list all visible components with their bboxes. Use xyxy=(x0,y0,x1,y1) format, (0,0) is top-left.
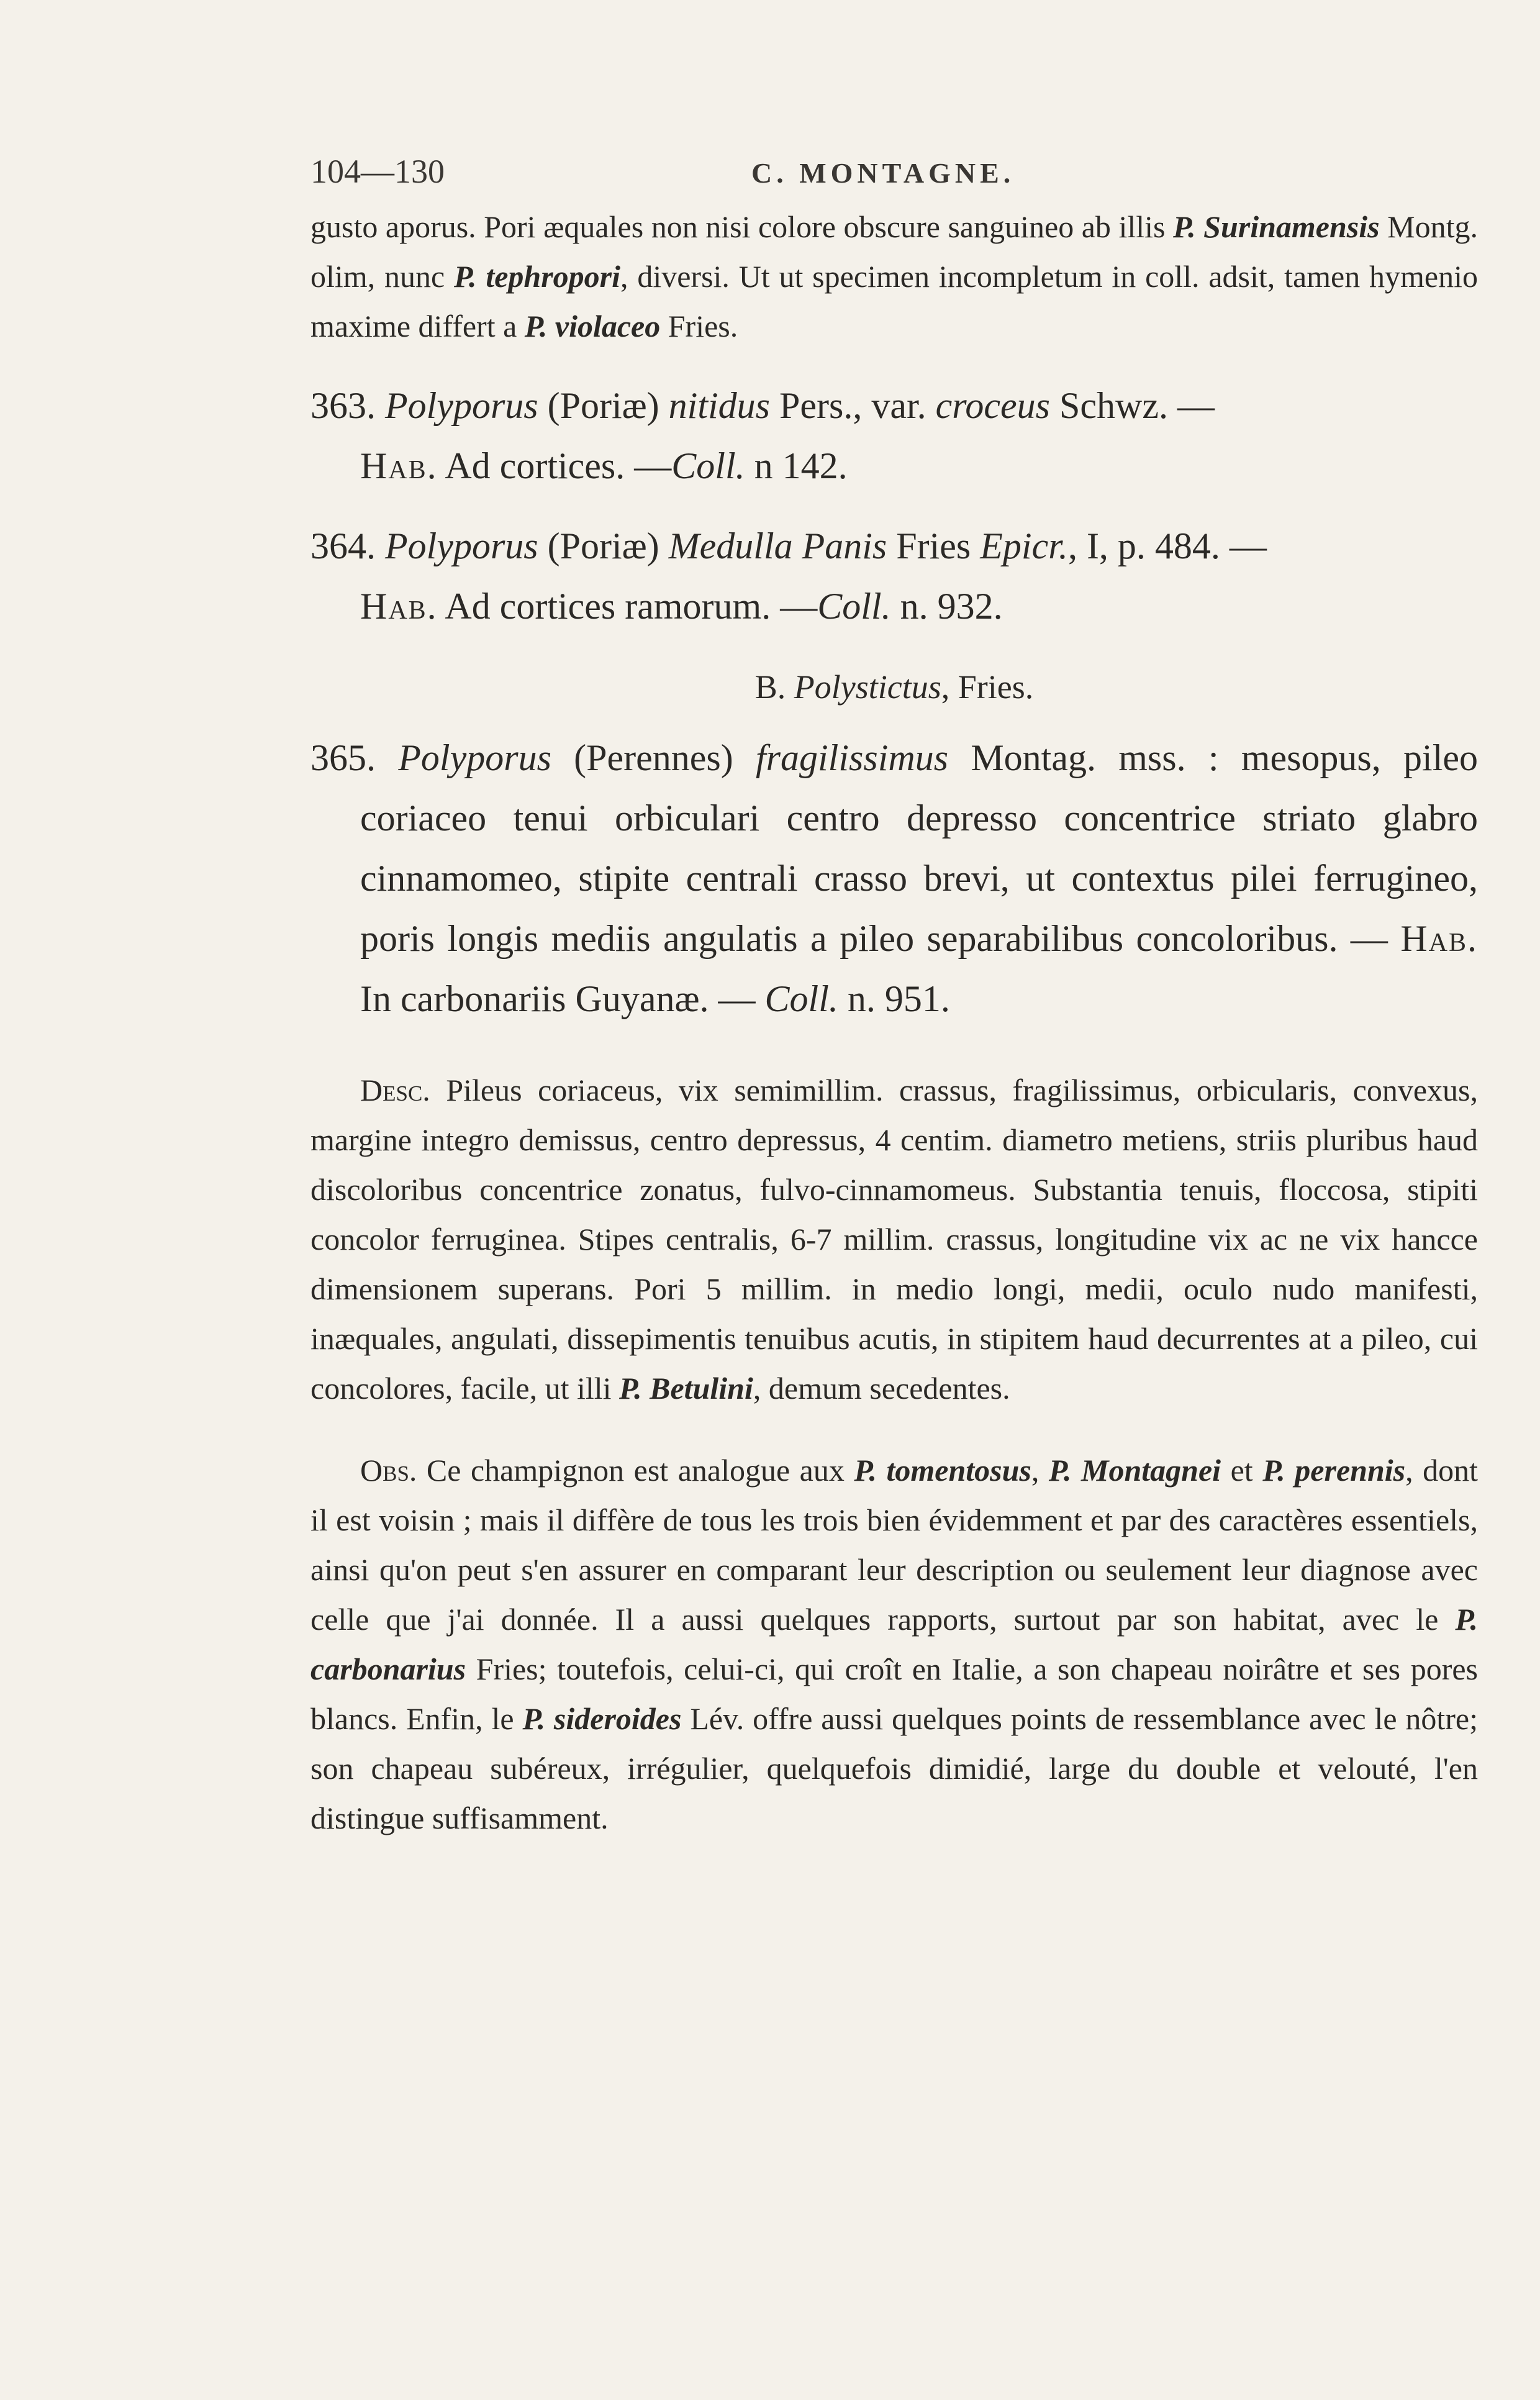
section-heading: B. Polystictus, Fries. xyxy=(754,668,1034,706)
page-range: 104—130 xyxy=(310,153,445,190)
running-author: C. MONTAGNE. xyxy=(751,157,1015,189)
description-paragraph: Desc. Pileus coriaceus, vix semimillim. crassus, fragilissimus, orbicularis, convexus, margine integro demissus, centro depressus, 4 centim. diametro metiens, striis pluribus haud discoloribus concentrice zonatus, fulvo-cinnamomeus. Substantia tenuis, floccosa, stipiti concolor ferruginea. Stipes centralis, 6-7 millim. crassus, longitudine vix ac ne vix hancce dimensionem superans. Pori 5 millim. in medio longi, medii, oculo nudo manifesti, inæquales, angulati, dissepimentis tenuibus acutis, in stipitem haud decurrentes at a pileo, cui concolores, facile, ut illi P. Betulini, demum secedentes. xyxy=(310,1073,1478,1406)
running-header xyxy=(310,152,1478,202)
page xyxy=(310,152,1478,1843)
entry-364: 364. Polyporus (Poriæ) Medulla Panis Fries Epicr., I, p. 484. — Hab. Ad cortices ramorum. —Coll. n. 932. xyxy=(310,525,1267,627)
intro-paragraph: gusto aporus. Pori æquales non nisi colore obscure sanguineo ab illis P. Surinamensis Montg. olim, nunc P. tephropori, diversi. Ut ut specimen incompletum in coll. adsit, tamen hymenio maxime differt a P. violaceo Fries. xyxy=(310,209,1479,343)
entry-365: 365. Polyporus (Perennes) fragilissimus Montag. mss. : mesopus, pileo coriaceo tenui orbiculari centro depresso concentrice striato glabro cinnamomeo, stipite centrali crasso brevi, ut contextus pilei ferrugineo, poris longis mediis angulatis a pileo separabilibus concoloribus. — Hab. In carbonariis Guyanæ. — Coll. n. 951. xyxy=(310,737,1478,1019)
entry-363: 363. Polyporus (Poriæ) nitidus Pers., var. croceus Schwz. — Hab. Ad cortices. —Coll. n 142. xyxy=(310,385,1215,486)
observation-paragraph: Obs. Ce champignon est analogue aux P. tomentosus, P. Montagnei et P. perennis, dont il est voisin ; mais il diffère de tous les trois bien évidemment et par des caractères essentiels, ainsi qu'on peut s'en assurer en comparant leur description ou seulement leur diagnose avec celle que j'ai donnée. Il a aussi quelques rapports, surtout par son habitat, avec le P. carbonarius Fries; toutefois, celui-ci, qui croît en Italie, a son chapeau noirâtre et ses pores blancs. Enfin, le P. sideroides Lév. offre aussi quelques points de ressemblance avec le nôtre; son chapeau subéreux, irrégulier, quelquefois dimidié, large du double et velouté, l'en distingue suffisamment. xyxy=(310,1453,1479,1835)
